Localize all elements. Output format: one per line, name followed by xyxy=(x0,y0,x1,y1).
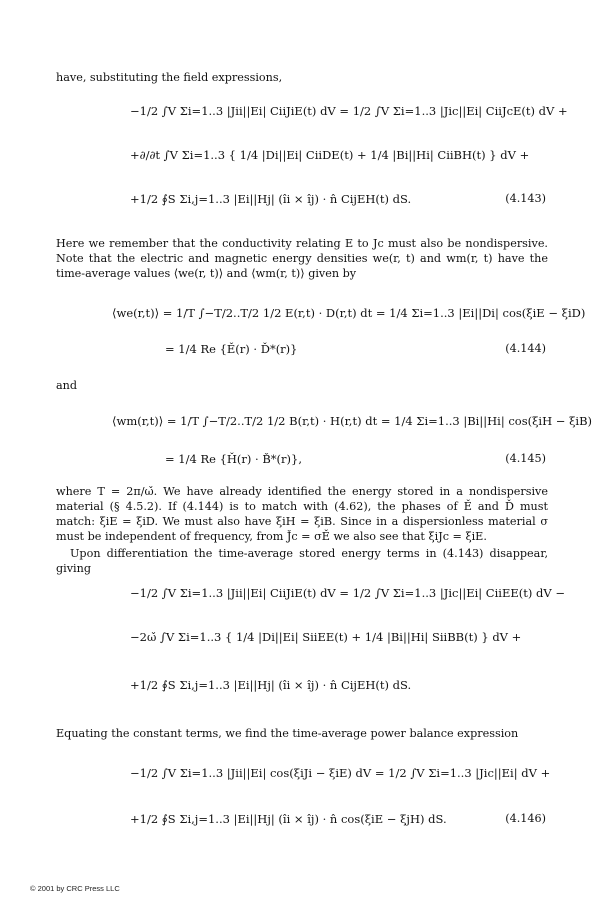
equation-text: = 1/4 Re {Ě(r) · Ď*(r)} xyxy=(165,342,298,356)
equation-4-146-line1 xyxy=(0,766,602,794)
equation-4-144-line2 xyxy=(0,342,602,370)
paragraph-and: and xyxy=(56,379,78,392)
paragraph-differentiation: Upon differentiation the time-average stored energy terms in (4.143) disappear, giving xyxy=(56,547,548,575)
equation-text: ⟨we(r,t)⟩ = 1/T ∫−T/2..T/2 1/2 E(r,t) · D(r,t) dt = 1/4 Σi=1..3 |Ei||Di| cos(ξiE − ξiD) xyxy=(112,306,586,320)
equation-text: +∂/∂t ∫V Σi=1..3 { 1/4 |Di||Ei| CiiDE(t) + 1/4 |Bi||Hi| CiiBH(t) } dV + xyxy=(130,148,530,162)
equation-4-143-line3 xyxy=(0,192,602,220)
copyright-footer: © 2001 by CRC Press LLC xyxy=(30,884,120,893)
equation-text: −1/2 ∫V Σi=1..3 |Jii||Ei| cos(ξiJi − ξiE) dV = 1/2 ∫V Σi=1..3 |Jic||Ei| dV + xyxy=(130,766,551,780)
equation-text: +1/2 ∮S Σi,j=1..3 |Ei||Hj| (îi × îj) · n̂ cos(ξiE − ξjH) dS. xyxy=(130,812,447,826)
equation-text: −1/2 ∫V Σi=1..3 |Jii||Ei| CiiJiE(t) dV = 1/2 ∫V Σi=1..3 |Jic||Ei| CiiEE(t) dV − xyxy=(130,586,565,600)
equation-number: (4.144) xyxy=(505,342,546,355)
equation-diff-line2 xyxy=(0,630,602,658)
paragraph-power-balance: Equating the constant terms, we find the time-average power balance expression xyxy=(56,727,519,740)
equation-text: ⟨wm(r,t)⟩ = 1/T ∫−T/2..T/2 1/2 B(r,t) · H(r,t) dt = 1/4 Σi=1..3 |Bi||Hi| cos(ξiH − ξiB) xyxy=(112,414,593,428)
equation-number: (4.143) xyxy=(505,192,546,205)
equation-text: −1/2 ∫V Σi=1..3 |Jii||Ei| CiiJiE(t) dV = 1/2 ∫V Σi=1..3 |Jic||Ei| CiiJcE(t) dV + xyxy=(130,104,568,118)
equation-4-146-line2 xyxy=(0,812,602,840)
equation-diff-line1 xyxy=(0,586,602,614)
equation-diff-line3 xyxy=(0,678,602,706)
equation-4-143-line2 xyxy=(0,148,602,176)
paragraph-intro: have, substituting the field expressions, xyxy=(56,71,283,84)
equation-4-144-line1 xyxy=(0,306,602,334)
equation-text: +1/2 ∮S Σi,j=1..3 |Ei||Hj| (îi × îj) · n̂ CijEH(t) dS. xyxy=(130,678,412,692)
equation-text: +1/2 ∮S Σi,j=1..3 |Ei||Hj| (îi × îj) · n̂ CijEH(t) dS. xyxy=(130,192,412,206)
equation-4-145-line2 xyxy=(0,452,602,480)
paragraph-nondispersive: where T = 2π/ω̌. We have already identified the energy stored in a nondispersive material (§ 4.5.2). If (4.144) is to match with (4.62), the phases of Ě and Ď must match: ξiE = ξiD. We must also have ξiH = ξiB. Since in a dispersionless material σ must be independent of frequency, from J̌c = σĚ we also see that ξiJc = ξiE. xyxy=(56,485,548,543)
equation-number: (4.146) xyxy=(505,812,546,825)
equation-4-143-line1 xyxy=(0,104,602,132)
equation-4-145-line1 xyxy=(0,414,602,442)
paragraph-energy-densities: Here we remember that the conductivity relating E to Jc must also be nondispersive. Note that the electric and magnetic energy densities we(r, t) and wm(r, t) have the time-average values ⟨we(r, t)⟩ and ⟨wm(r, t)⟩ given by xyxy=(56,237,548,280)
equation-text: = 1/4 Re {Ȟ(r) · B̌*(r)}, xyxy=(165,452,303,466)
equation-number: (4.145) xyxy=(505,452,546,465)
equation-text: −2ω̌ ∫V Σi=1..3 { 1/4 |Di||Ei| SiiEE(t) + 1/4 |Bi||Hi| SiiBB(t) } dV + xyxy=(130,630,522,644)
